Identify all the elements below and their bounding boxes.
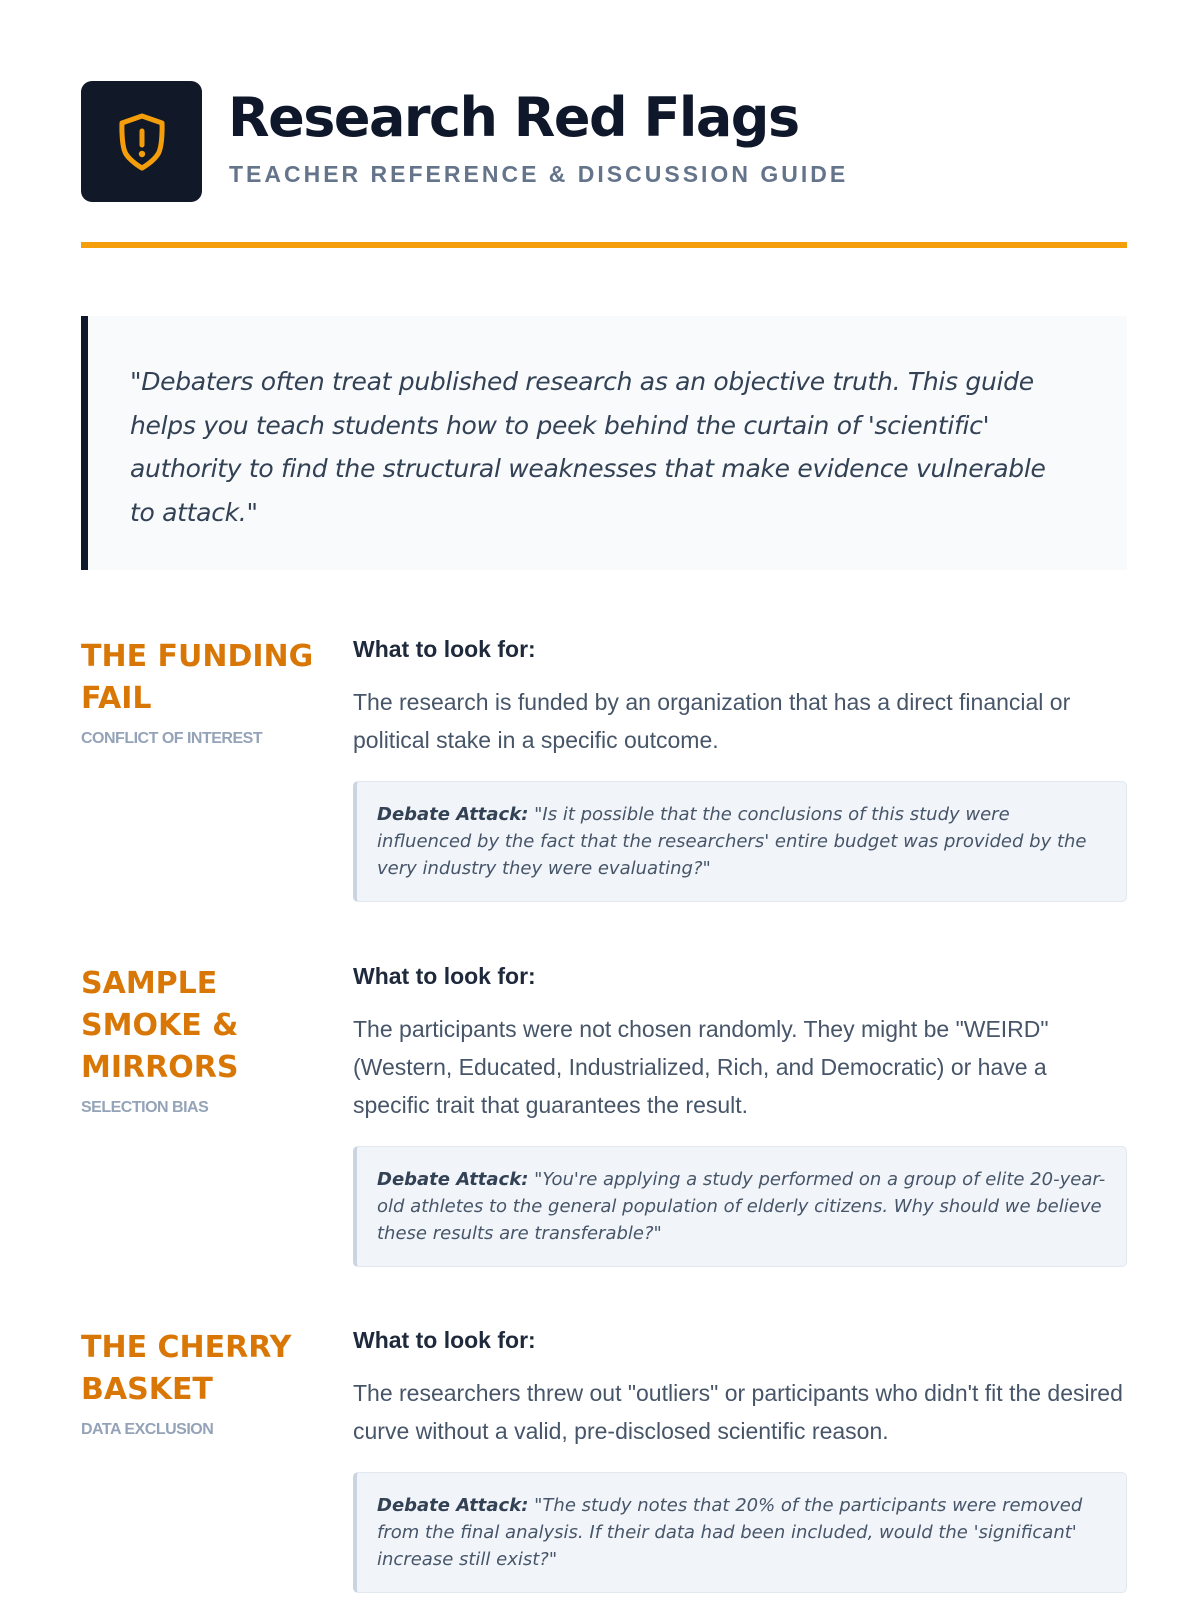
debate-attack-text: "You're applying a study performed on a group of elite 20-year-old athletes to the general population of elderly citizens. Why should we believe these results are transferable?": [377, 1169, 1106, 1244]
page-title: Research Red Flags: [228, 86, 799, 149]
flag-title: THE CHERRY BASKET: [81, 1330, 292, 1407]
look-for-label: What to look for:: [353, 636, 536, 662]
look-for-label: What to look for:: [353, 963, 536, 989]
page-subtitle: TEACHER REFERENCE & DISCUSSION GUIDE: [229, 161, 849, 187]
flag-category: DATA EXCLUSION: [81, 1421, 214, 1438]
flag-category: CONFLICT OF INTEREST: [81, 730, 263, 747]
debate-attack-box: [353, 1472, 1127, 1593]
flag-heading: [81, 963, 331, 1117]
debate-attack-label: Debate Attack:: [377, 1169, 529, 1190]
flag-body: [353, 963, 1127, 1267]
flag-heading: [81, 1327, 331, 1439]
flag-body: [353, 636, 1127, 902]
flag-title: SAMPLE SMOKE & MIRRORS: [81, 966, 239, 1085]
debate-attack-text: "Is it possible that the conclusions of this study were influenced by the fact that the researchers' entire budget was provided by the very industry they were evaluating?": [377, 804, 1087, 879]
shield-alert-icon: [114, 112, 170, 172]
debate-attack-text: "The study notes that 20% of the participants were removed from the final analysis. If their data had been included, would the 'significant' increase still exist?": [377, 1495, 1083, 1570]
flag-category: SELECTION BIAS: [81, 1099, 209, 1116]
debate-attack-label: Debate Attack:: [377, 804, 529, 825]
debate-attack-box: [353, 1146, 1127, 1267]
look-for-text: The research is funded by an organization that has a direct financial or political stake in a specific outcome.: [353, 689, 1071, 753]
debate-attack-box: [353, 781, 1127, 902]
header-divider: [81, 242, 1127, 248]
intro-quote-box: [81, 316, 1127, 570]
intro-quote: "Debaters often treat published research as an objective truth. This guide helps you teach students how to peek behind the curtain of 'scientific' authority to find the structural weaknesses that make evidence vulnerable to attack.": [130, 367, 1046, 527]
flag-body: [353, 1327, 1127, 1593]
look-for-text: The researchers threw out "outliers" or participants who didn't fit the desired curve without a valid, pre-disclosed scientific reason.: [353, 1380, 1123, 1444]
flag-heading: [81, 636, 331, 748]
debate-attack-label: Debate Attack:: [377, 1495, 529, 1516]
look-for-text: The participants were not chosen randomly. They might be "WEIRD" (Western, Educated, Industrialized, Rich, and Democratic) or have a specific trait that guarantees the result.: [353, 1016, 1049, 1118]
logo-badge: [81, 81, 202, 202]
flag-title: THE FUNDING FAIL: [81, 639, 314, 716]
look-for-label: What to look for:: [353, 1327, 536, 1353]
page-header: [81, 81, 1127, 201]
